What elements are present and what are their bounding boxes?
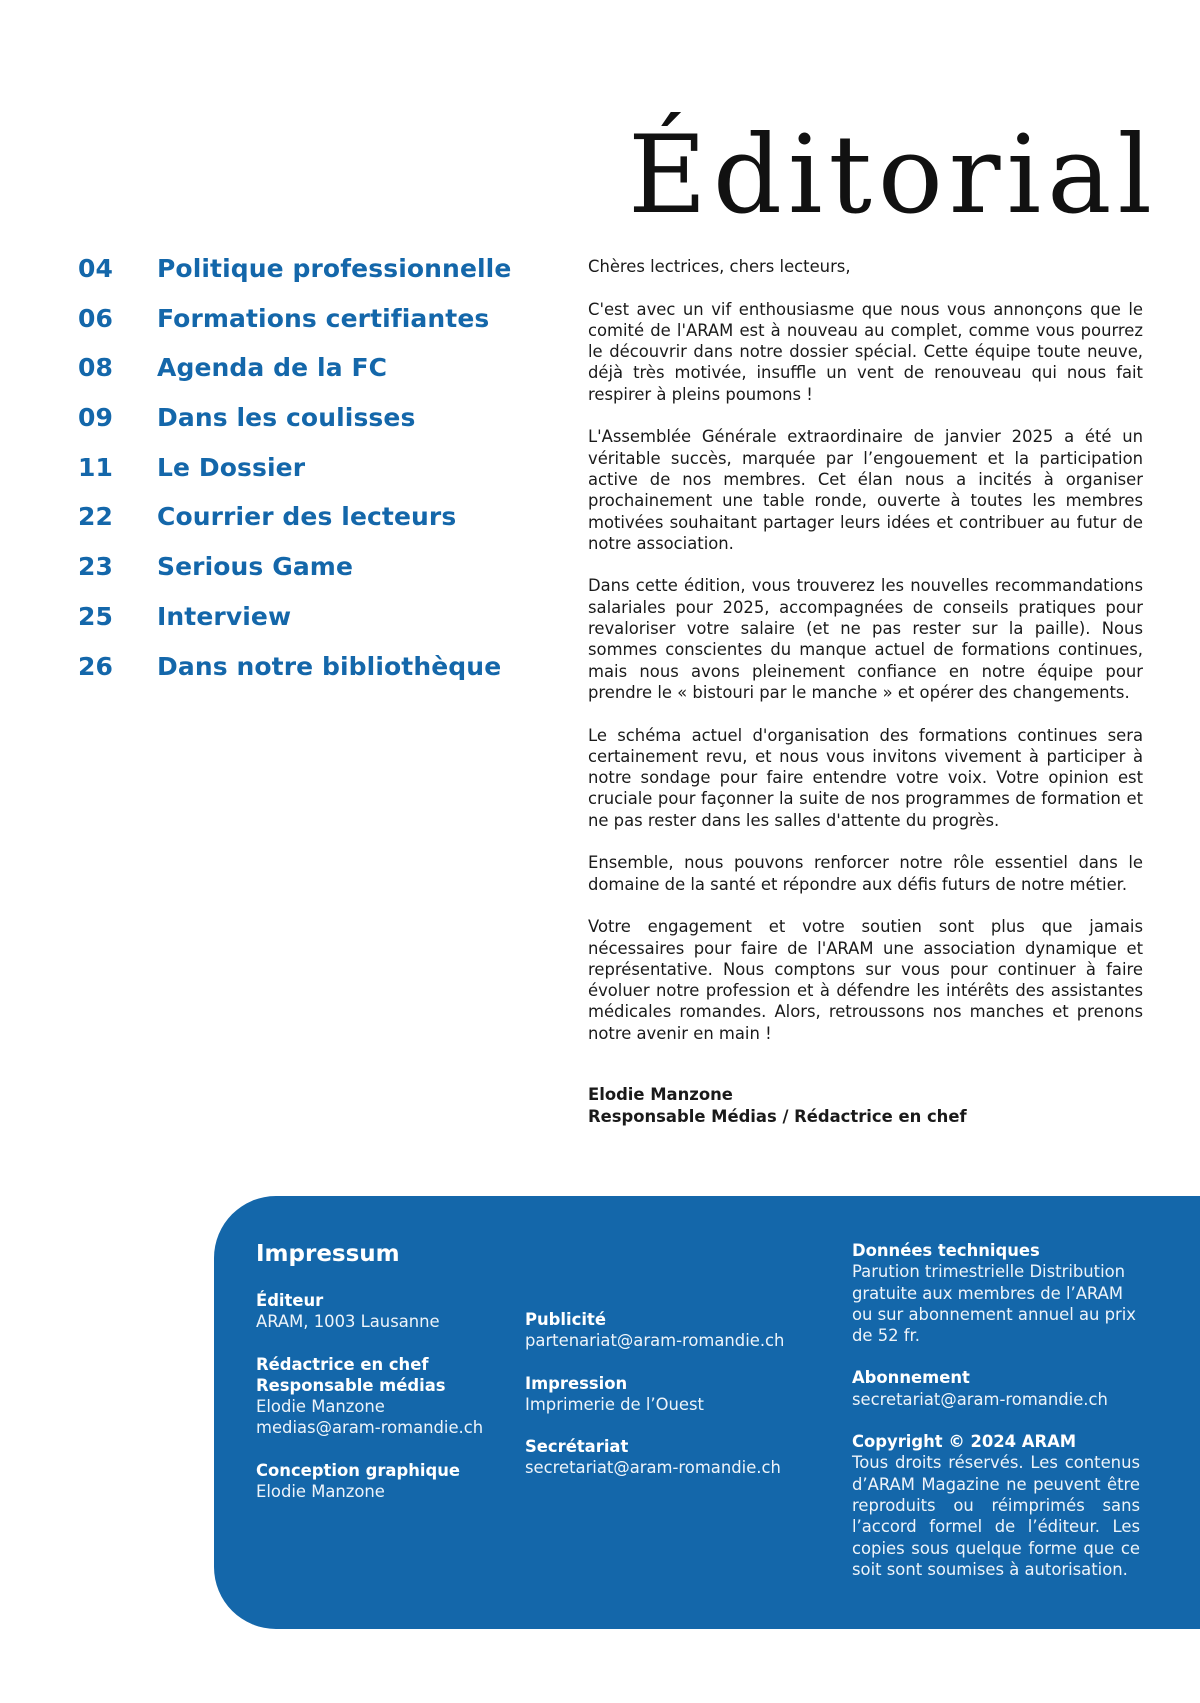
toc-label: Courrier des lecteurs bbox=[157, 502, 457, 532]
donnees-label: Données techniques bbox=[852, 1241, 1040, 1260]
editeur-block bbox=[256, 1290, 506, 1333]
impressum-heading: Impressum bbox=[256, 1241, 400, 1267]
toc-label: Dans notre bibliothèque bbox=[157, 651, 502, 681]
signature bbox=[588, 1084, 967, 1128]
toc-label: Le Dossier bbox=[157, 452, 306, 482]
toc-item[interactable] bbox=[78, 353, 538, 403]
editeur-label: Éditeur bbox=[256, 1291, 324, 1310]
copyright-value: Tous droits réservés. Les contenus d’ARAM Magazine ne peuvent être reproduits ou réimprimés sans l’accord formel de l’éditeur. Les copies sous quelque forme que ce soit sont soumises à autorisation. bbox=[852, 1453, 1140, 1579]
abonnement-email-link[interactable]: secretariat@aram-romandie.ch bbox=[852, 1389, 1108, 1409]
toc-item[interactable] bbox=[78, 304, 538, 354]
publicite-label: Publicité bbox=[525, 1310, 606, 1329]
editorial-paragraph: Le schéma actuel d'organisation des formations continues sera certainement revu, et nous vous invitons vivement à participer à notre sondage pour faire entendre votre voix. Votre opinion est cruciale pour façonner la suite de nos programmes de formation et ne pas rester dans les salles d'attente du progrès. bbox=[588, 725, 1143, 830]
page-title: Éditorial bbox=[628, 113, 1159, 238]
toc-page-number: 23 bbox=[78, 552, 113, 582]
redactrice-name: Elodie Manzone bbox=[256, 1397, 385, 1417]
toc-label: Dans les coulisses bbox=[157, 403, 416, 433]
toc-page-number: 08 bbox=[78, 353, 113, 383]
impressum-panel bbox=[214, 1196, 1200, 1629]
signature-role: Responsable Médias / Rédactrice en chef bbox=[588, 1107, 967, 1126]
editorial-paragraph: Votre engagement et votre soutien sont plus que jamais nécessaires pour faire de l'ARAM une association dynamique et représentative. Nous comptons sur vous pour continuer à faire évoluer notre profession et à défendre les intérêts des assistantes médicales romandes. Alors, retroussons nos manches et prenons notre avenir en main ! bbox=[588, 917, 1143, 1043]
signature-name: Elodie Manzone bbox=[588, 1085, 733, 1104]
editorial-paragraph: Ensemble, nous pouvons renforcer notre rôle essentiel dans le domaine de la santé et répondre aux défis futurs de notre métier. bbox=[588, 853, 1143, 894]
toc-label: Formations certifiantes bbox=[157, 303, 490, 333]
publicite-block bbox=[525, 1309, 825, 1352]
donnees-value: Parution trimestrielle Distribution gratuite aux membres de l’ARAM ou sur abonnement annuel au prix de 52 fr. bbox=[852, 1262, 1137, 1346]
conception-label: Conception graphique bbox=[256, 1460, 461, 1480]
toc-page-number: 09 bbox=[78, 403, 113, 433]
table-of-contents bbox=[78, 254, 538, 701]
editorial-paragraph: Dans cette édition, vous trouverez les nouvelles recommandations salariales pour 2025, accompagnées de conseils pratiques pour revaloriser votre salaire (et ne pas rester sur la paille). Nous sommes conscientes du manque actuel de formations continues, mais nous avons pleinement confiance en notre équipe pour prendre le « bistouri par le manche » et opérer des changements. bbox=[588, 576, 1143, 702]
toc-item[interactable] bbox=[78, 453, 538, 503]
toc-item[interactable] bbox=[78, 254, 538, 304]
donnees-block bbox=[852, 1240, 1140, 1346]
toc-page-number: 26 bbox=[78, 651, 113, 681]
toc-item[interactable] bbox=[78, 552, 538, 602]
abonnement-block bbox=[852, 1367, 1140, 1410]
impressum-column-1 bbox=[256, 1240, 506, 1523]
abonnement-label: Abonnement bbox=[852, 1368, 970, 1388]
toc-label: Interview bbox=[157, 601, 292, 631]
impressum-column-3 bbox=[852, 1240, 1140, 1601]
editorial-body bbox=[588, 256, 1143, 1065]
conception-value: Elodie Manzone bbox=[256, 1482, 385, 1502]
toc-label: Politique professionnelle bbox=[157, 254, 512, 283]
toc-page-number: 25 bbox=[78, 601, 113, 631]
secretariat-block bbox=[525, 1436, 825, 1479]
impression-value: Imprimerie de l’Ouest bbox=[525, 1394, 704, 1414]
copyright-block bbox=[852, 1431, 1140, 1580]
publicite-email-link[interactable]: partenariat@aram-romandie.ch bbox=[525, 1331, 785, 1351]
secretariat-email-link[interactable]: secretariat@aram-romandie.ch bbox=[525, 1458, 781, 1478]
editorial-paragraph: C'est avec un vif enthousiasme que nous vous annonçons que le comité de l'ARAM est à nouveau au complet, comme vous pourrez le découvrir dans notre dossier spécial. Cette équipe toute neuve, déjà très motivée, insuffle un vent de renouveau qui nous fait respirer à pleins poumons ! bbox=[588, 299, 1143, 404]
copyright-label: Copyright © 2024 ARAM bbox=[852, 1432, 1077, 1452]
impressum-column-2 bbox=[525, 1309, 825, 1500]
editorial-paragraph: L'Assemblée Générale extraordinaire de janvier 2025 a été un véritable succès, marquée par l’engouement et la participation active de nos membres. Cet élan nous a incités à organiser prochainement une table ronde, ouverte à toutes les membres motivées souhaitant partager leurs idées et contribuer au futur de notre association. bbox=[588, 427, 1143, 553]
conception-block bbox=[256, 1460, 506, 1503]
toc-label: Serious Game bbox=[157, 552, 354, 582]
redactrice-email-link[interactable]: medias@aram-romandie.ch bbox=[256, 1418, 484, 1438]
toc-page-number: 11 bbox=[78, 452, 113, 482]
toc-item[interactable] bbox=[78, 403, 538, 453]
redactrice-block bbox=[256, 1354, 506, 1439]
toc-page-number: 22 bbox=[78, 502, 113, 532]
secretariat-label: Secrétariat bbox=[525, 1437, 629, 1457]
toc-item[interactable] bbox=[78, 602, 538, 652]
toc-page-number: 06 bbox=[78, 303, 113, 333]
redactrice-label: Rédactrice en chef bbox=[256, 1354, 429, 1374]
impression-block bbox=[525, 1373, 825, 1416]
editorial-greeting: Chères lectrices, chers lecteurs, bbox=[588, 257, 851, 276]
impression-label: Impression bbox=[525, 1373, 628, 1393]
responsable-medias-label: Responsable médias bbox=[256, 1375, 446, 1395]
toc-page-number: 04 bbox=[78, 254, 113, 283]
toc-label: Agenda de la FC bbox=[157, 353, 388, 383]
toc-item[interactable] bbox=[78, 652, 538, 702]
editeur-value: ARAM, 1003 Lausanne bbox=[256, 1312, 440, 1332]
toc-item[interactable] bbox=[78, 502, 538, 552]
